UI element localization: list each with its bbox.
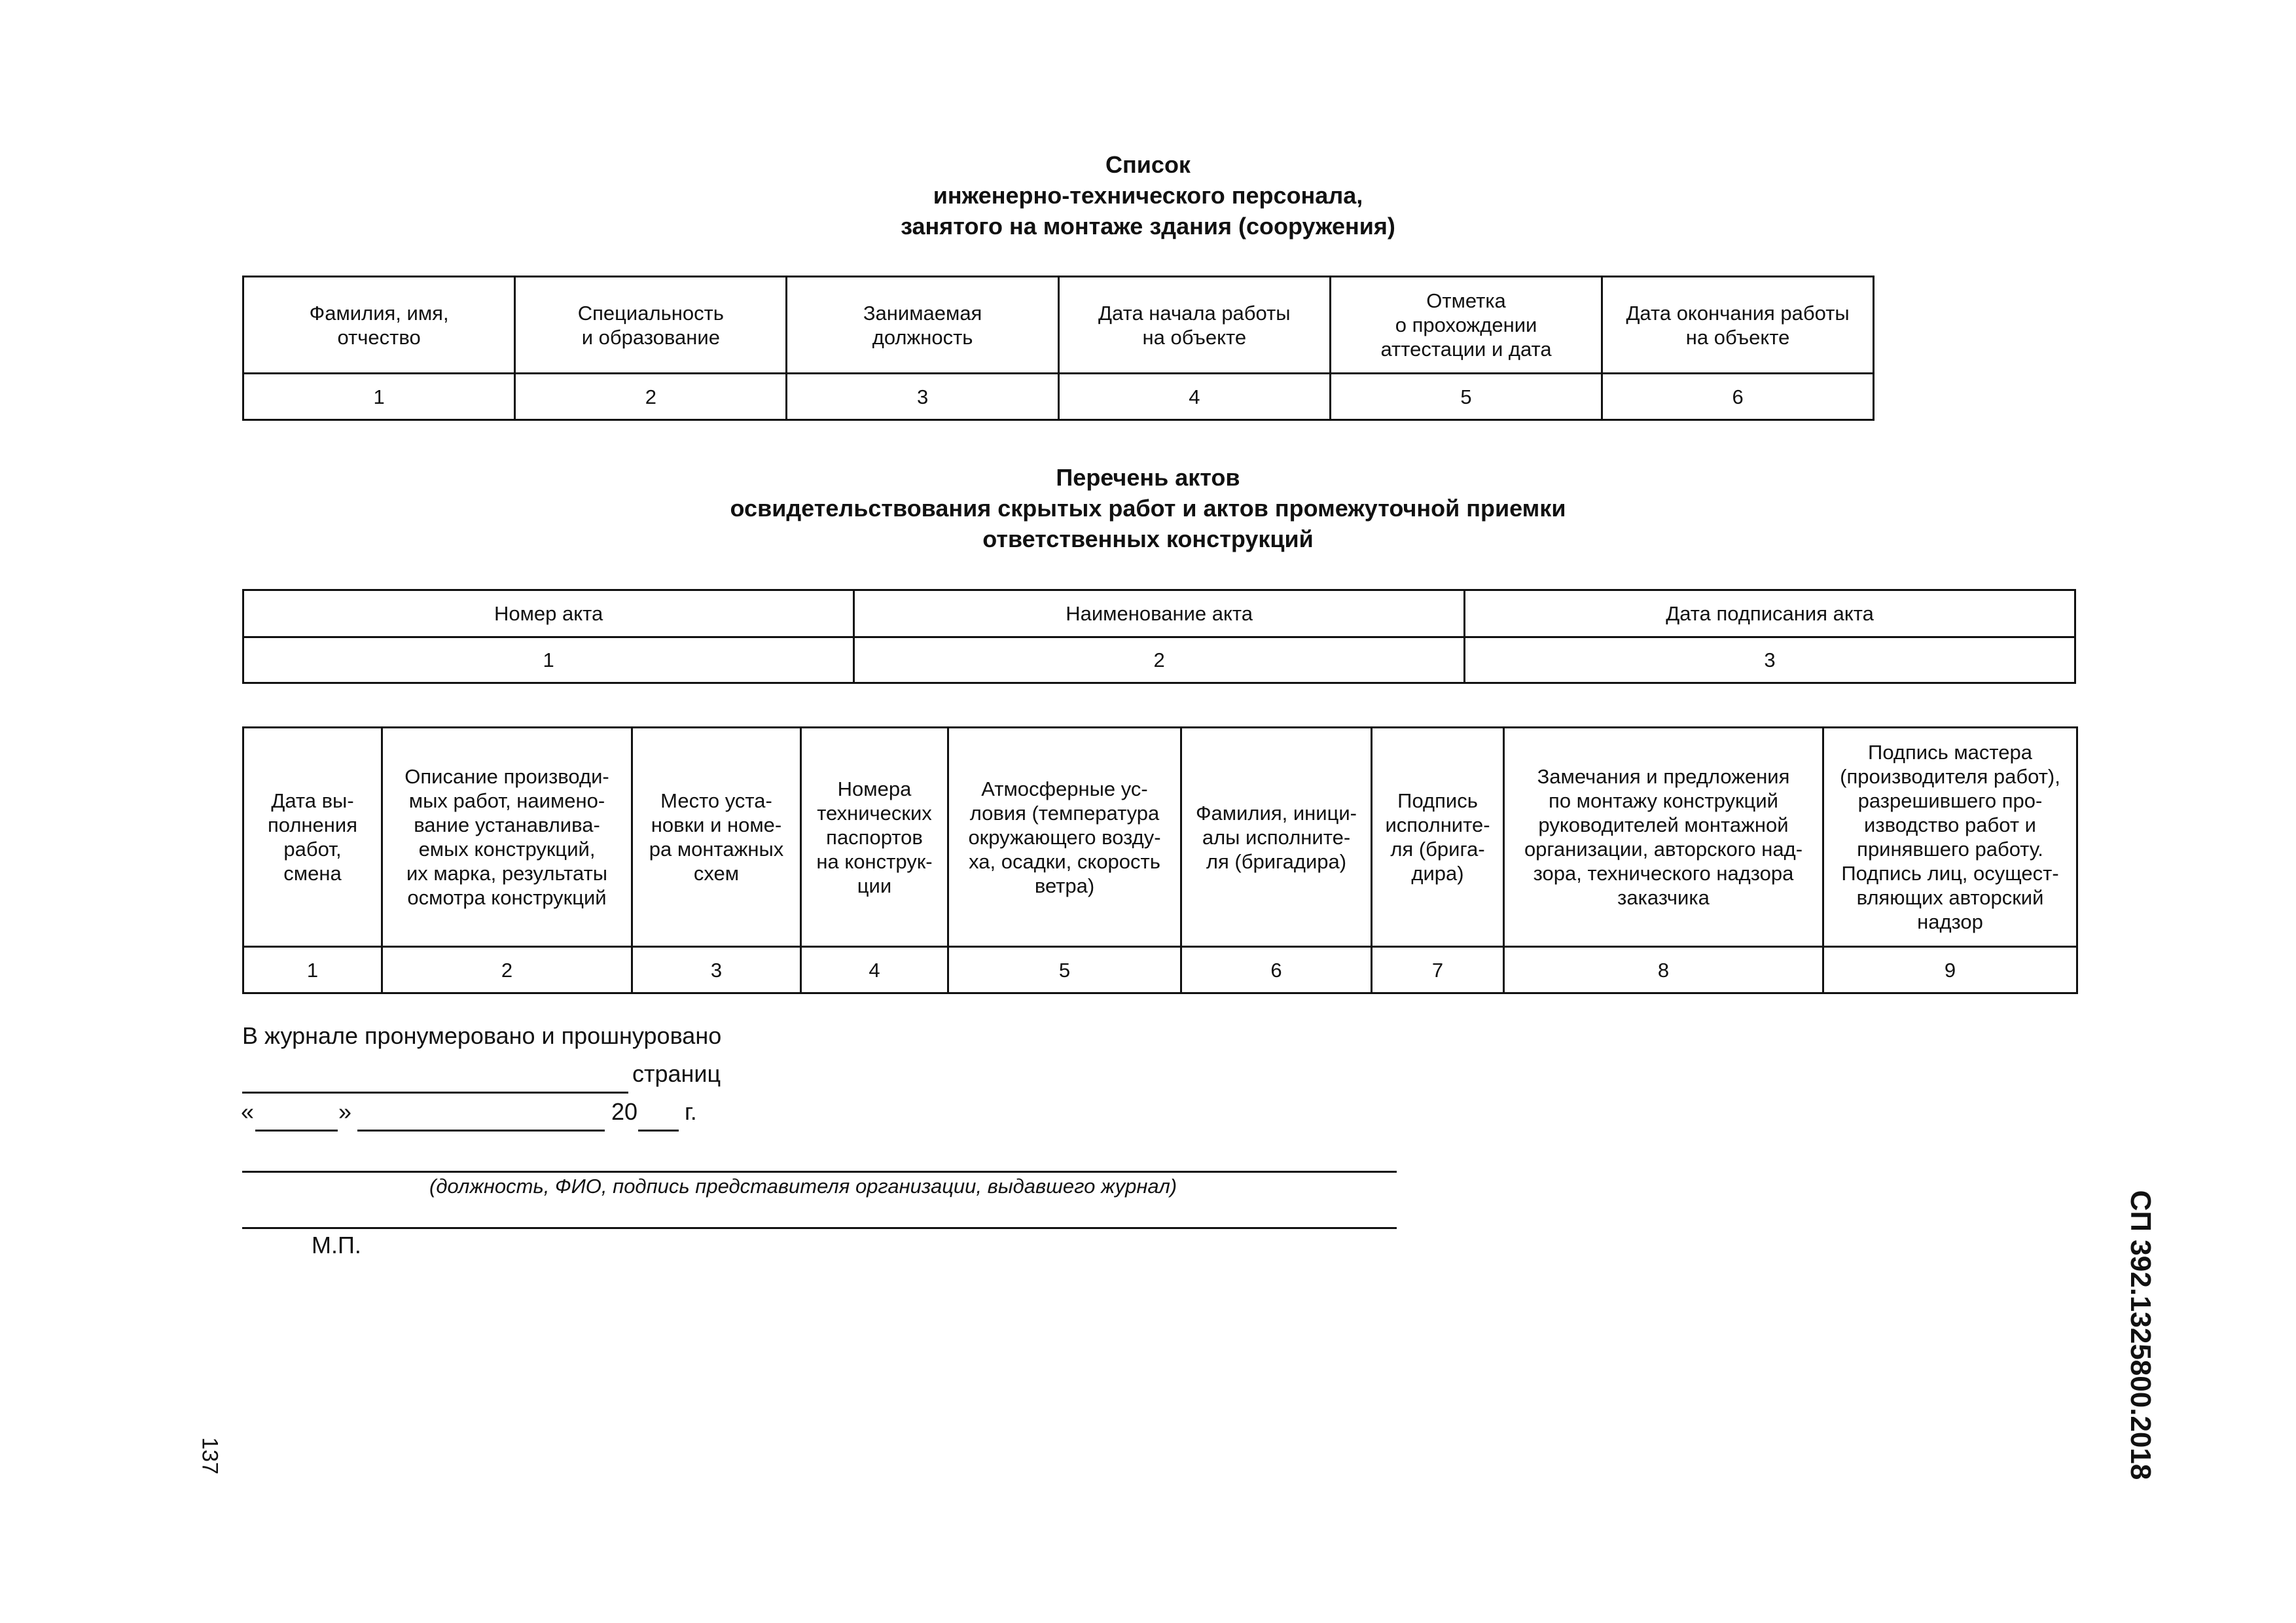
- column-header: Фамилия, имя, отчество: [243, 277, 515, 374]
- table-header-row: [243, 728, 2077, 947]
- section2-title-line-2: освидетельствования скрытых работ и актов промежуточной приемки: [730, 495, 1566, 522]
- column-number: 6: [1181, 947, 1372, 993]
- column-number: 6: [1602, 374, 1874, 420]
- column-number: 3: [1465, 637, 2075, 683]
- column-header: Дата подписания акта: [1465, 590, 2075, 637]
- stamp-label: М.П.: [312, 1232, 361, 1258]
- column-header: Фамилия, иници- алы исполните- ля (бригадира): [1181, 728, 1372, 947]
- table-header-row: [243, 590, 2075, 637]
- column-header: Наименование акта: [854, 590, 1465, 637]
- column-number: 8: [1504, 947, 1823, 993]
- date-quote-open: «: [241, 1098, 255, 1125]
- column-header: Замечания и предложения по монтажу конструкций руководителей монтажной организации, авторского над- зора, технического надзора заказчика: [1504, 728, 1823, 947]
- section1-title-line-3: занятого на монтаже здания (сооружения): [901, 213, 1395, 240]
- column-number: 1: [243, 637, 854, 683]
- pages-count-blank: [242, 1092, 628, 1094]
- year-prefix: 20: [611, 1098, 638, 1125]
- column-number: 2: [854, 637, 1465, 683]
- table-row: [243, 637, 2075, 683]
- column-header: Дата вы- полнения работ, смена: [243, 728, 382, 947]
- date-quote-close: »: [338, 1098, 352, 1125]
- column-header: Дата начала работы на объекте: [1058, 277, 1330, 374]
- section1-title-line-1: Список: [1105, 151, 1191, 178]
- column-number: 4: [1058, 374, 1330, 420]
- signature-caption: (должность, ФИО, подпись представителя организации, выдавшего журнал): [429, 1175, 1177, 1198]
- column-number: 5: [1330, 374, 1602, 420]
- section2-title-line-1: Перечень актов: [1056, 464, 1240, 491]
- column-number: 3: [632, 947, 801, 993]
- column-number: 7: [1372, 947, 1504, 993]
- table-row: [243, 947, 2077, 993]
- day-blank: [255, 1130, 338, 1132]
- page-number: 137: [197, 1437, 223, 1474]
- month-blank: [357, 1130, 605, 1132]
- column-header: Описание производи- мых работ, наимено- вание устанавлива- емых конструкций, их марка, результаты осмотра конструкций: [382, 728, 632, 947]
- year-suffix: г.: [685, 1098, 697, 1125]
- column-number: 2: [515, 374, 787, 420]
- second-signature-line: [242, 1227, 1397, 1229]
- table-header-row: [243, 277, 1874, 374]
- column-number: 1: [243, 374, 515, 420]
- column-number: 3: [787, 374, 1058, 420]
- column-header: Место уста- новки и номе- ра монтажных схем: [632, 728, 801, 947]
- column-number: 4: [801, 947, 948, 993]
- personnel-table: [242, 276, 1874, 421]
- works-log-table: [242, 726, 2078, 994]
- table-row: [243, 374, 1874, 420]
- pages-label: страниц: [632, 1060, 721, 1087]
- column-number: 5: [948, 947, 1181, 993]
- column-header: Номера технических паспортов на конструк- ции: [801, 728, 948, 947]
- year-blank: [638, 1130, 679, 1132]
- column-header: Занимаемая должность: [787, 277, 1058, 374]
- acts-table: [242, 589, 2076, 684]
- column-header: Подпись мастера (производителя работ), разрешившего про- изводство работ и принявшего работу. Подпись лиц, осущест- вляющих авторский надзор: [1823, 728, 2077, 947]
- column-header: Подпись исполните- ля (брига- дира): [1372, 728, 1504, 947]
- section1-title: [0, 149, 2296, 241]
- column-header: Номер акта: [243, 590, 854, 637]
- signature-line: [242, 1171, 1397, 1173]
- column-header: Дата окончания работы на объекте: [1602, 277, 1874, 374]
- column-header: Отметка о прохождении аттестации и дата: [1330, 277, 1602, 374]
- document-code: СП 392.1325800.2018: [2125, 1190, 2157, 1480]
- column-header: Специальность и образование: [515, 277, 787, 374]
- column-number: 1: [243, 947, 382, 993]
- section2-title: [0, 462, 2296, 554]
- section2-title-line-3: ответственных конструкций: [982, 526, 1314, 552]
- section1-title-line-2: инженерно-технического персонала,: [933, 182, 1363, 209]
- column-number: 2: [382, 947, 632, 993]
- pages-statement: В журнале пронумеровано и прошнуровано: [242, 1022, 722, 1049]
- column-number: 9: [1823, 947, 2077, 993]
- column-header: Атмосферные ус- ловия (температура окружающего возду- ха, осадки, скорость ветра): [948, 728, 1181, 947]
